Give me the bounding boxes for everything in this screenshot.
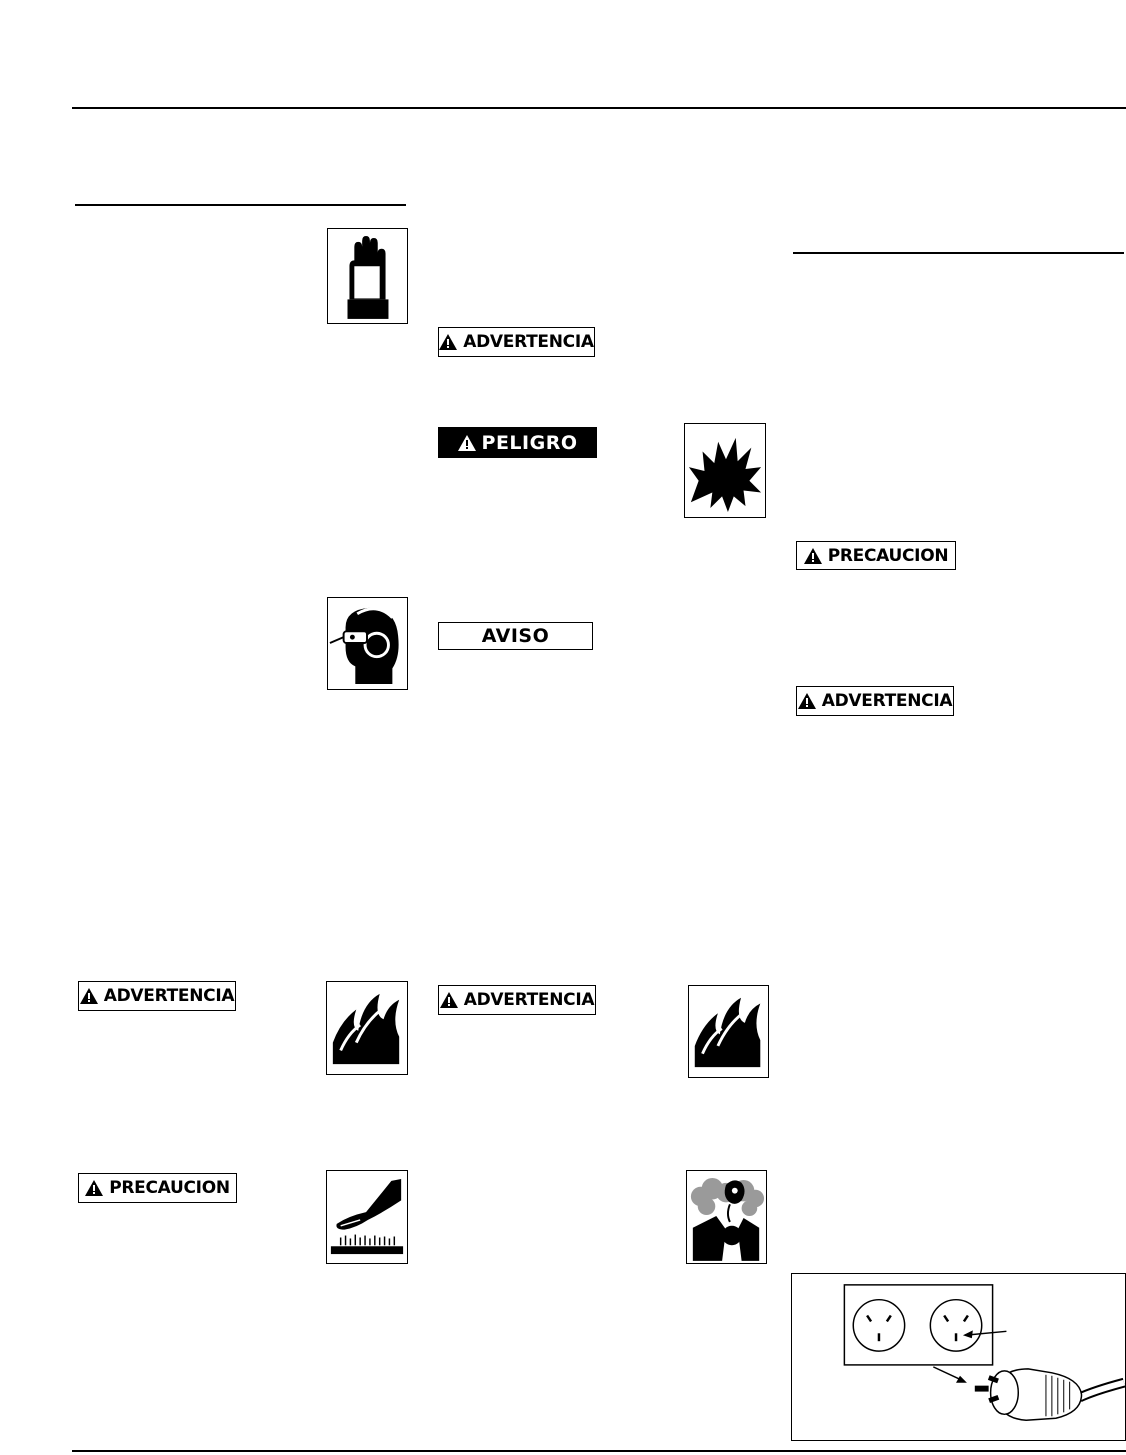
section-rule-left xyxy=(75,204,406,206)
caution-label-precaucion xyxy=(78,1173,237,1203)
advertencia-text: ADVERTENCIA xyxy=(463,990,595,1010)
aviso-text: AVISO xyxy=(481,625,550,647)
section-rule-right xyxy=(793,252,1124,254)
hot-surface-icon xyxy=(326,1170,408,1264)
precaucion-text: PRECAUCION xyxy=(827,545,949,566)
warning-label-advertencia xyxy=(438,985,596,1015)
peligro-text: PELIGRO xyxy=(481,431,578,454)
warning-triangle-icon xyxy=(804,548,822,564)
flame-icon xyxy=(688,985,769,1078)
warning-triangle-icon xyxy=(439,334,457,350)
goggles-earmuffs-icon xyxy=(327,597,408,690)
explosion-icon xyxy=(684,423,766,518)
header-rule xyxy=(72,107,1126,109)
grounded-outlet-plug-icon xyxy=(792,1274,1125,1440)
warning-label-advertencia xyxy=(438,327,595,357)
advertencia-text: ADVERTENCIA xyxy=(103,986,235,1006)
precaucion-text: PRECAUCION xyxy=(109,1178,230,1198)
advertencia-text: ADVERTENCIA xyxy=(463,332,594,352)
toxic-fumes-icon xyxy=(686,1170,767,1264)
warning-triangle-icon xyxy=(458,435,476,451)
caution-label-precaucion xyxy=(796,541,956,570)
glove-icon xyxy=(327,228,408,324)
warning-triangle-icon xyxy=(798,693,816,709)
warning-triangle-icon xyxy=(80,988,98,1004)
danger-label-peligro xyxy=(438,427,597,458)
footer-rule xyxy=(72,1450,1126,1452)
flame-icon xyxy=(326,981,408,1075)
advertencia-text: ADVERTENCIA xyxy=(821,691,953,711)
warning-triangle-icon xyxy=(85,1180,103,1196)
warning-triangle-icon xyxy=(440,992,458,1008)
warning-label-advertencia xyxy=(78,981,236,1011)
notice-label-aviso xyxy=(438,622,593,650)
warning-label-advertencia xyxy=(796,686,954,716)
grounded-outlet-plug-diagram xyxy=(791,1273,1126,1441)
